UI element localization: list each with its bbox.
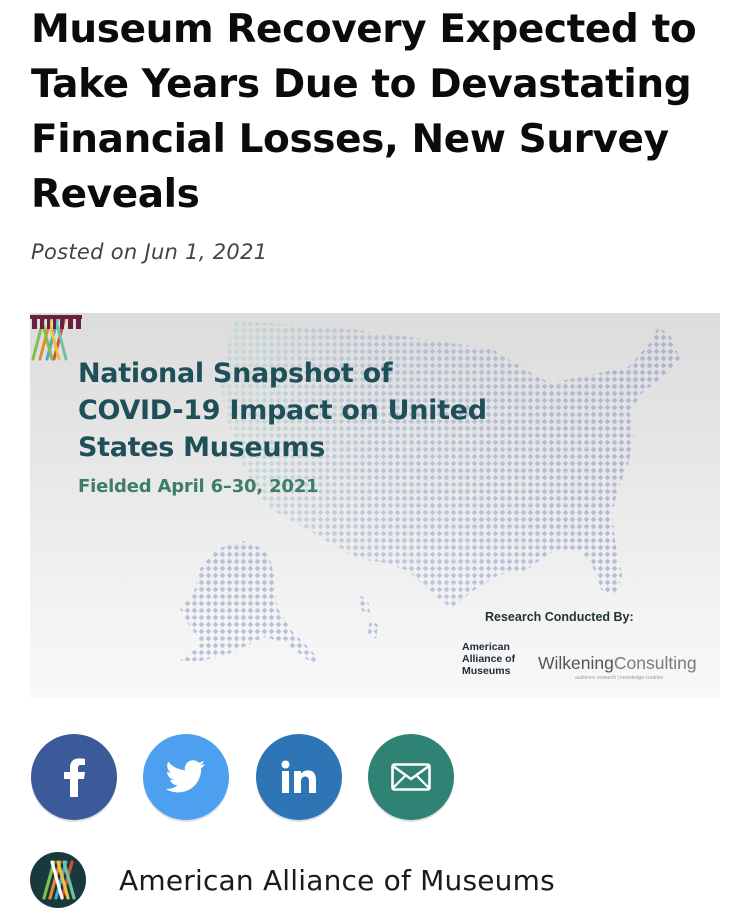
mail-icon [391,763,431,791]
author-avatar[interactable] [30,852,86,908]
linkedin-icon [281,760,317,794]
share-facebook-button[interactable] [31,734,117,820]
article-headline: Museum Recovery Expected to Take Years Due to Devastating Financial Losses, New Survey Reveals [31,7,697,217]
aam-partner-text: American Alliance of Museums [462,641,516,677]
consulting-name: Consulting [613,653,697,673]
wilkening-tagline: audience research | knowledge curation [575,675,664,681]
hero-image[interactable] [30,313,720,698]
wilkening-logo-icon [30,313,82,329]
aam-avatar-icon [30,852,86,908]
hero-subtitle: Fielded April 6–30, 2021 [78,476,319,497]
share-twitter-button[interactable] [143,734,229,820]
wilkening-partner-text [538,653,697,674]
hero-title: National Snapshot of COVID-19 Impact on United States Museums [78,358,487,463]
share-email-button[interactable] [368,734,454,820]
facebook-icon [59,757,89,797]
research-label: Research Conducted By: [485,610,634,624]
wilkening-name: Wilkening [538,653,614,673]
author-name[interactable]: American Alliance of Museums [119,864,555,897]
share-linkedin-button[interactable] [256,734,342,820]
posted-date: Posted on Jun 1, 2021 [31,240,268,264]
twitter-icon [166,760,206,794]
